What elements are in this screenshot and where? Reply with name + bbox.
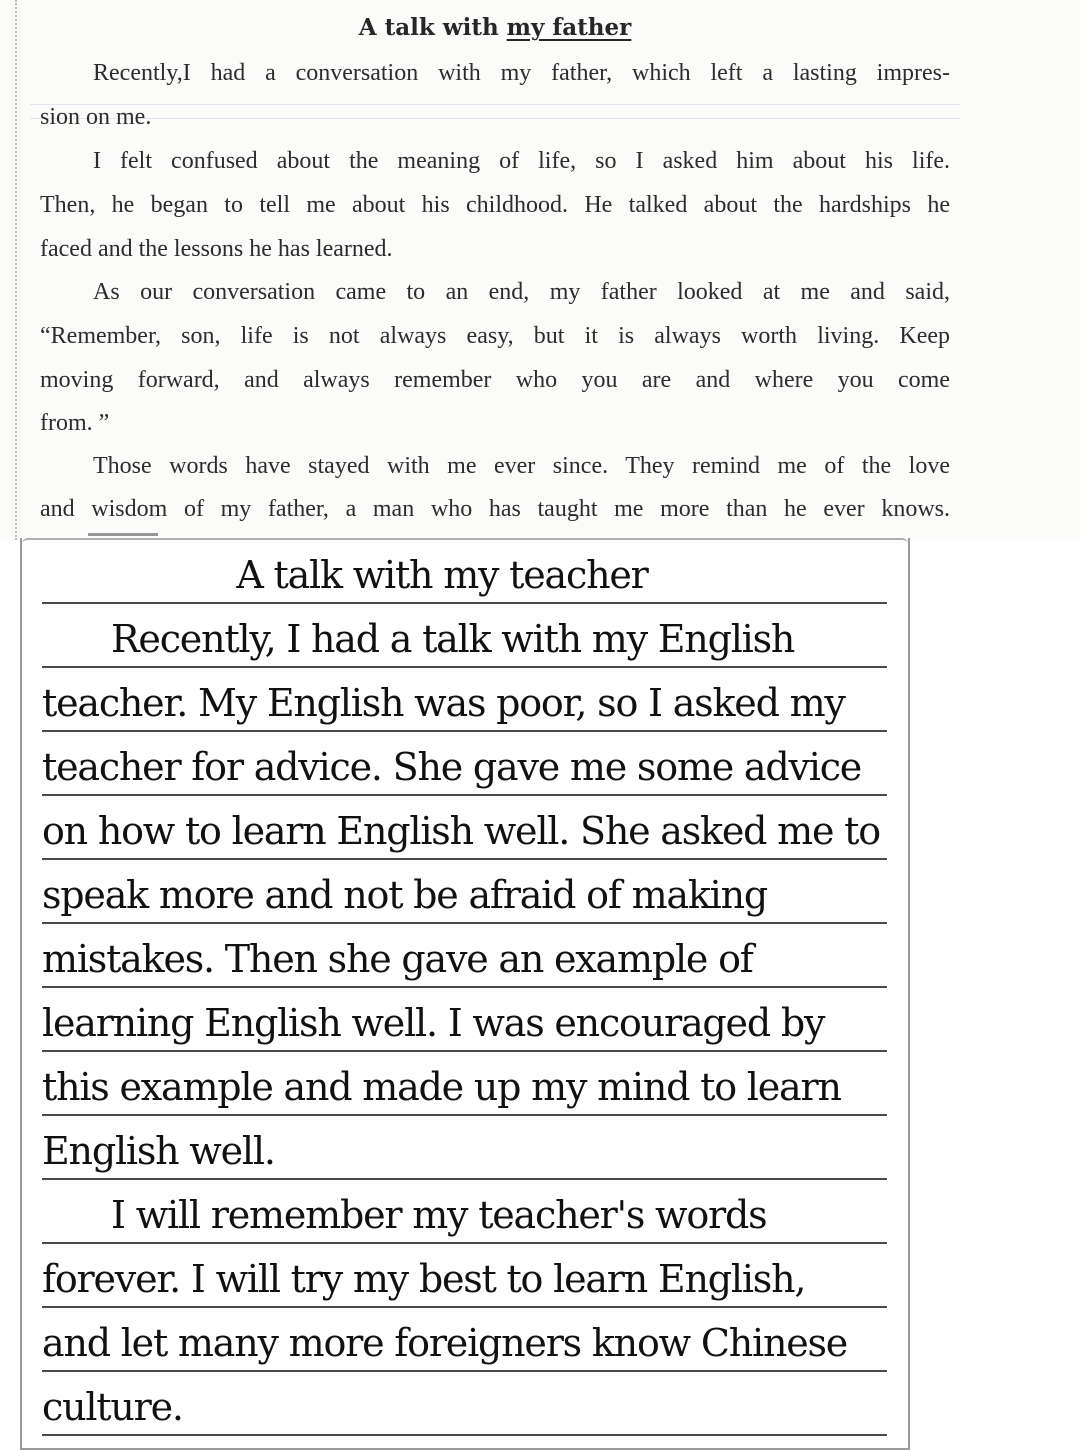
ruled-line <box>42 1178 887 1180</box>
composition-line: learning English well. I was encouraged by <box>42 1001 825 1045</box>
composition-line: Recently, I had a talk with my English <box>111 617 795 661</box>
ruled-line <box>42 986 887 988</box>
composition-line: on how to learn English well. She asked me to <box>42 809 880 853</box>
printed-line: Those words have stayed with me ever since. They remind me of the love <box>93 453 950 479</box>
composition-line: this example and made up my mind to learn <box>42 1065 841 1109</box>
printed-line: “Remember, son, life is not always easy, but it is always worth living. Keep <box>40 323 950 349</box>
ruled-line <box>42 858 887 860</box>
ruled-line <box>42 1434 887 1436</box>
composition-line: English well. <box>42 1129 275 1173</box>
printed-title <box>0 14 990 41</box>
ruled-line <box>42 794 887 796</box>
ruled-line <box>42 666 887 668</box>
printed-line: faced and the lessons he has learned. <box>40 236 393 262</box>
composition-line: and let many more foreigners know Chinese <box>42 1321 848 1365</box>
ruled-line <box>42 1050 887 1052</box>
ruled-line <box>42 1242 887 1244</box>
ruled-line <box>42 1370 887 1372</box>
printed-line: sion on me. <box>40 104 152 130</box>
ruled-line <box>42 602 887 604</box>
composition-line: I will remember my teacher's words <box>111 1193 767 1237</box>
printed-line: I felt confused about the meaning of life, so I asked him about his life. <box>93 148 950 174</box>
composition-line: mistakes. Then she gave an example of <box>42 937 753 981</box>
printed-line: and wisdom of my father, a man who has taught me more than he ever knows. <box>40 496 950 522</box>
composition-line: speak more and not be afraid of making <box>42 873 768 917</box>
composition-line: teacher for advice. She gave me some advice <box>42 745 862 789</box>
composition-sheet <box>20 538 910 1450</box>
ruled-line <box>42 1306 887 1308</box>
composition-line: culture. <box>42 1385 183 1429</box>
ruled-line <box>42 730 887 732</box>
printed-line: from. ” <box>40 410 110 436</box>
composition-line: forever. I will try my best to learn English, <box>42 1257 806 1301</box>
printed-line: Then, he began to tell me about his childhood. He talked about the hardships he <box>40 192 950 218</box>
ruled-line <box>42 1114 887 1116</box>
ruled-line <box>42 922 887 924</box>
composition-title: A talk with my teacher <box>236 553 648 597</box>
printed-line: Recently,I had a conversation with my father, which left a lasting impres- <box>93 60 950 86</box>
printed-line: moving forward, and always remember who you are and where you come <box>40 367 950 393</box>
printed-title-prefix: A talk with <box>358 14 507 41</box>
binding-margin <box>15 0 17 540</box>
sheet-top-edge <box>22 538 908 546</box>
printed-line: As our conversation came to an end, my father looked at me and said, <box>93 279 950 305</box>
printed-title-underlined: my father <box>506 14 632 41</box>
printed-passage <box>0 0 1080 540</box>
composition-line: teacher. My English was poor, so I asked my <box>42 681 845 725</box>
